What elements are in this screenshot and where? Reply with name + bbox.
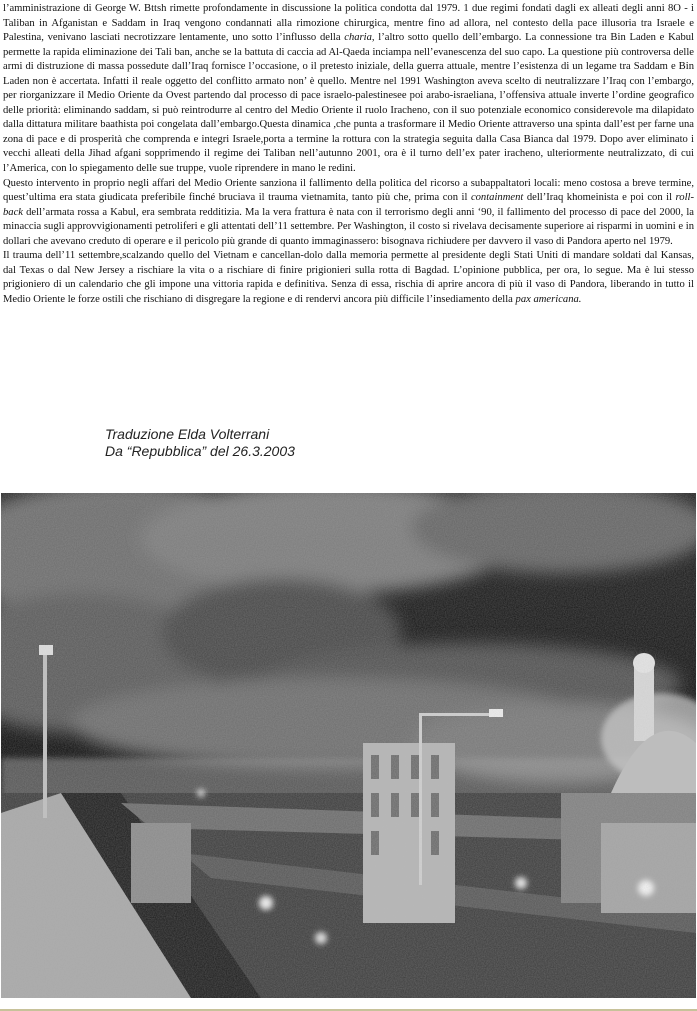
p1-text-b: l’altro sotto quello dell’embargo. La connessione tra Bin Laden e Kabul permette la rapida eliminazione dei Tali ban, anche se la battuta di caccia ad Al-Qaeda inciampa nell’evanescenza del suo capo. La questione più controversa delle armi di distruzione di massa possedute dall’Iraq fornisce l’occasione, o il pretesto iniziale, della guerra attuale, mentre l’esistenza di un legame tra Saddam e Bin Laden non è accertata. Infatti il reale oggetto del conflitto armato non’ è quello. Mentre nel 1991 Washington aveva scelto di neutralizzare l’Iraq con l’embargo, per riorganizzare il Medio Oriente da Ovest partendo dal processo di pace israelo-palestinesee poi arabo-israeliana, l’offensiva attuale inverte l’ordine geografico delle priorità: eliminando saddam, si può reintrodurre al centro del Medio Oriente il ruolo Iracheno, con il suo potenziale economico considerevole ma dilapidato dalla dittatura militare baathista poi congelata dall’embargo.Questa dinamica ,che punta a trasformare il Medio Oriente attraverso una spinta dall’est per farne una zona di pace e di prosperità che comprenda e integri Israele,porta a termine la rottura con la strategia seguita dalla Casa Bianca dal 1979. Dopo aver eliminato i vecchi alleati della Jihad afgani sopprimendo il regime dei Taliban nell’autunno 2001, ora è il turno dell’ex pater iracheno, ulteriormente neutralizzato, di cui l’America, con lo spiegamento delle sue truppe, vuole riprendere in mano le redini. [3,32,694,175]
p1-italic-charia: charia, [344,32,375,44]
translator-credit: Traduzione Elda Volterrani [105,426,270,442]
p1-text-a: l’amministrazione di George W. Bttsh rimette profondamente in discussione la politica condotta dal 1979. 1 due regimi fondati dagli ex alleati degli anni 8O - i Taliban in Afganistan e Saddam in Iraq vengono condannati alla rimozione chirurgica, mentre fino ad allora, nel contesto della pace illusoria tra Israele e Palestina, venivano lasciati necrotizzare lentamente, uno sotto l’influsso della [3,3,694,44]
article-credits [105,426,295,459]
paragraph-1 [3,2,694,177]
p2-italic-rollback: roll-back [3,192,694,218]
article-text [3,2,694,307]
photo-illustration [1,493,696,998]
p3-italic-pax-americana: pax americana. [515,293,582,305]
p2-text-a: Questo intervento in proprio negli affari del Medio Oriente sanziona il fallimento della politica del ricorso a subappaltatori locali: meno costosa a breve termine, quest’ultima era stata giudicata preferibile finché bruciava il trauma vietnamita, tanto più che, prima con il [3,177,694,204]
paragraph-3 [3,249,694,307]
source-credit: Da “Repubblica” del 26.3.2003 [105,442,295,459]
p3-text-a: Il trauma dell’11 settembre,scalzando quello del Vietnam e cancellan-dolo dalla memoria permette al presidente degli Stati Uniti di mandare soldati dal Kansas, dal Texas o dal New Jersey a rischiare la vita o a rischiare di finire prigionieri sulla rotta di Bagdad. L’opinione pubblica, per ora, lo segue. Ma è lui stesso prigioniero di un calendario che gli impone una vittoria rapida e definitiva. Senza di essa, rischia di aprire ancora di più il vaso di Pandora, liberando in tutto il Medio Oriente le forze ostili che rischiano di disgregare la regione e di rendervi ancora più difficile l’insediamento della [3,250,694,305]
p2-text-b: dell’Iraq khomeinista e poi con il [523,192,676,204]
p2-italic-containment: containment [470,192,524,204]
paragraph-2 [3,177,694,250]
night-vision-city-photo [1,493,696,998]
p2-text-c: dell’armata rossa a Kabul, era sembrata redditizia. Ma la vera frattura è nata con il terrorismo degli anni ‘90, il fallimento del processo di pace del 2000, la minaccia sugli approvvigionamenti petroliferi e gli attentati dell’11 settembre. Per Washington, il costo si rivelava decisamente superiore ai risparmi in uomini e in dollari che avevano creduto di operare e il pericolo più grande di quanto immaginassero: bisognava richiudere per davvero il vaso di Pandora aperto nel 1979. [3,206,694,247]
